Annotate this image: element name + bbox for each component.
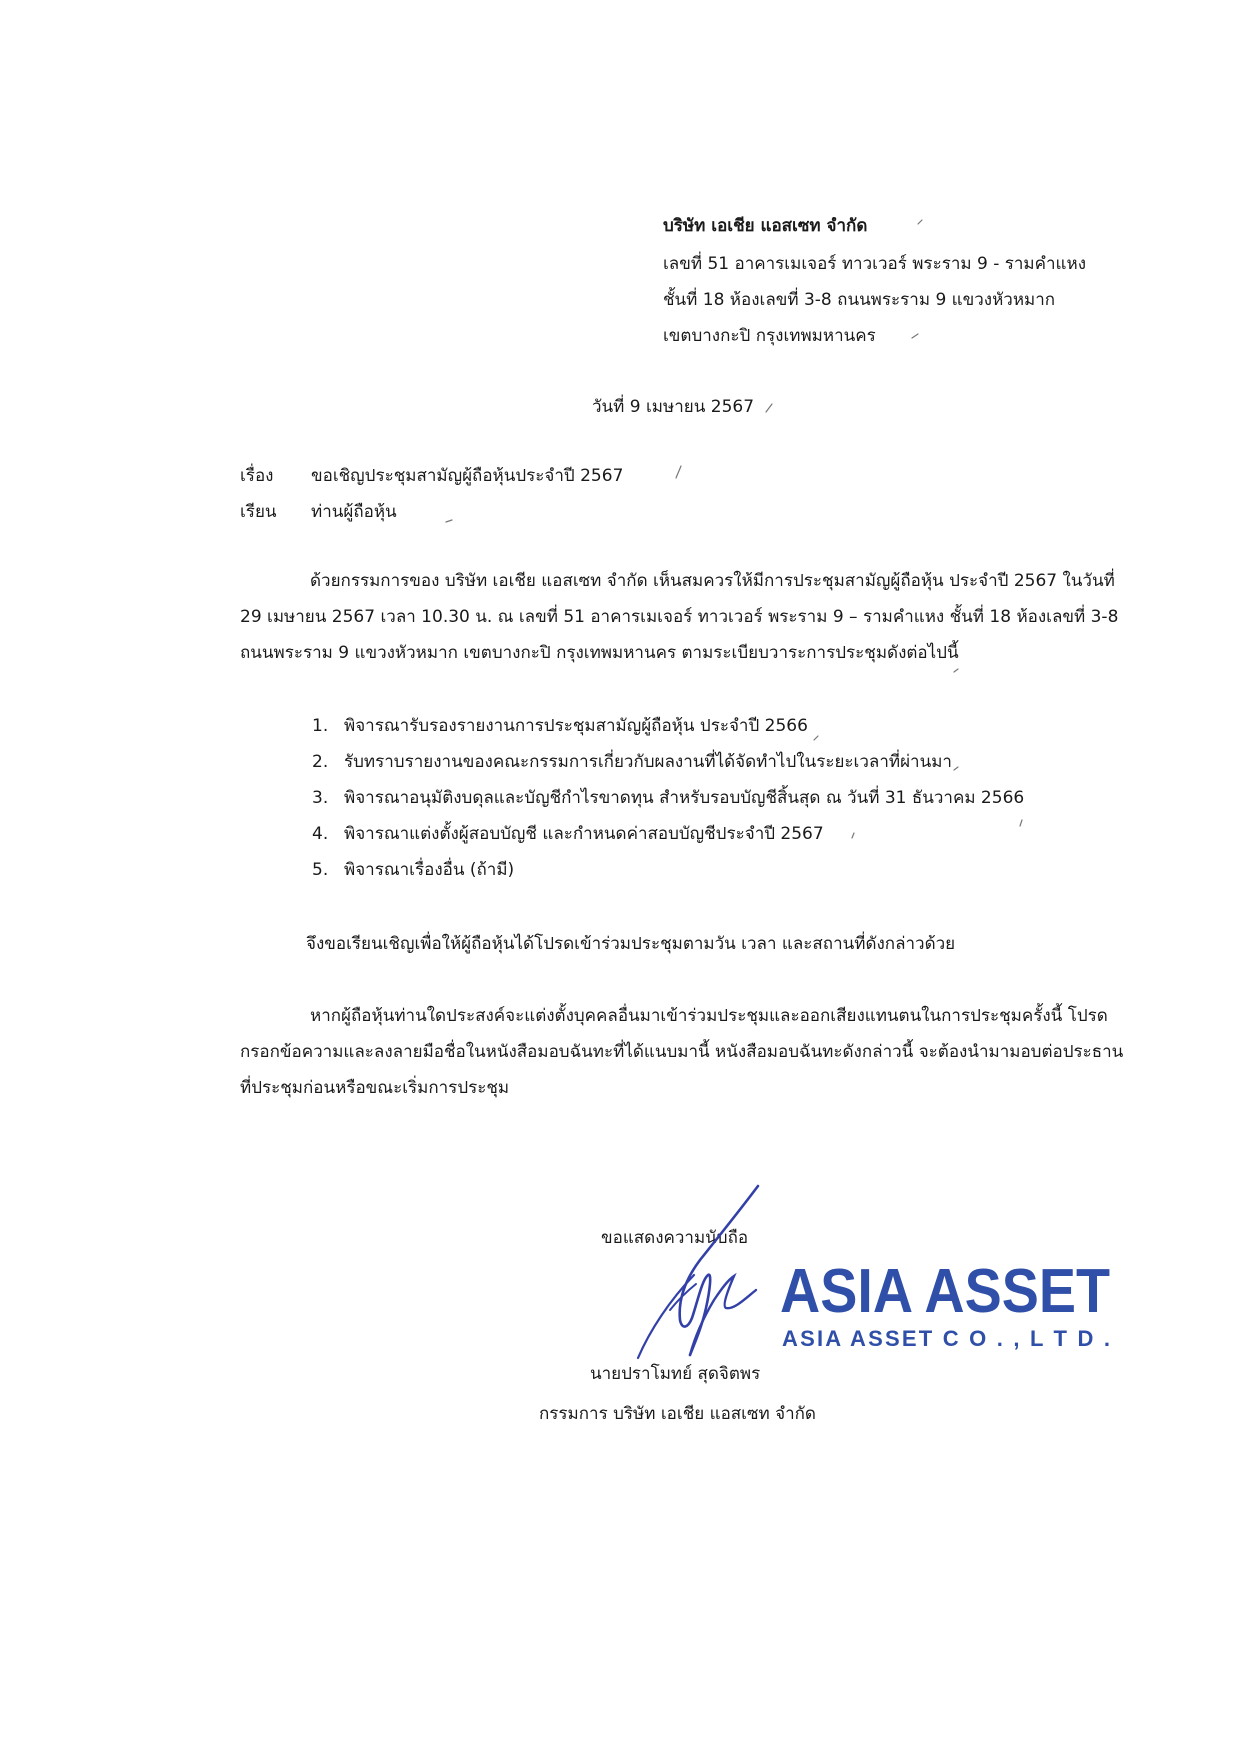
agenda-item [312,820,824,847]
closing-sentence: จึงขอเรียนเชิญเพื่อให้ผู้ถือหุ้นได้โปรดเข้าร่วมประชุมตามวัน เวลา และสถานที่ดังกล่าวด้วย [306,934,956,954]
stamp-sub-text: ASIA ASSET C O . , L T D . [782,1326,1110,1351]
proxy-line-1: หากผู้ถือหุ้นท่านใดประสงค์จะแต่งตั้งบุคคลอื่นมาเข้าร่วมประชุมและออกเสียงแทนตนในการประชุมครั้งนี้ โปรด [310,1006,1108,1026]
proxy-line-3: ที่ประชุมก่อนหรือขณะเริ่มการประชุม [240,1078,510,1098]
company-name: บริษัท เอเชีย แอสเซท จำกัด [663,216,868,236]
intro-line-3: ถนนพระราม 9 แขวงหัวหมาก เขตบางกะปิ กรุงเทพมหานคร ตามระเบียบวาระการประชุมดังต่อไปนี้ [240,643,959,663]
agenda-text: พิจารณารับรองรายงานการประชุมสามัญผู้ถือหุ้น ประจำปี 2566 [344,716,808,736]
subject-value: ขอเชิญประชุมสามัญผู้ถือหุ้นประจำปี 2567 [311,466,624,486]
agenda-number: 3. [312,788,329,808]
agenda-text: พิจารณาเรื่องอื่น (ถ้ามี) [344,860,515,880]
proxy-line-2: กรอกข้อความและลงลายมือชื่อในหนังสือมอบฉันทะที่ได้แนบมานี้ หนังสือมอบฉันทะดังกล่าวนี้ จะต้องนำมามอบต่อประธาน [240,1042,1124,1062]
letter-date: วันที่ 9 เมษายน 2567 [592,397,755,417]
signatory-title: กรรมการ บริษัท เอเชีย แอสเซท จำกัด [539,1404,816,1424]
address-line-3: เขตบางกะปิ กรุงเทพมหานคร [663,326,876,346]
recipient-label: เรียน [240,502,277,522]
agenda-item [312,712,808,739]
address-line-1: เลขที่ 51 อาคารเมเจอร์ ทาวเวอร์ พระราม 9 - รามคำแหง [663,254,1087,274]
agenda-item [312,856,514,883]
intro-paragraph [240,563,1119,671]
proxy-paragraph [240,998,1124,1106]
address-line-2: ชั้นที่ 18 ห้องเลขที่ 3-8 ถนนพระราม 9 แขวงหัวหมาก [663,290,1056,310]
agenda-item [312,748,952,775]
agenda-text: พิจารณาแต่งตั้งผู้สอบบัญชี และกำหนดค่าสอบบัญชีประจำปี 2567 [344,824,824,844]
agenda-number: 2. [312,752,329,772]
stamp-main-text: ASIA ASSET [780,1257,1111,1326]
company-stamp-logo [780,1250,1120,1360]
agenda-number: 5. [312,860,329,880]
intro-line-2: 29 เมษายน 2567 เวลา 10.30 น. ณ เลขที่ 51 อาคารเมเจอร์ ทาวเวอร์ พระราม 9 – รามคำแหง ชั้นที่ 18 ห้องเลขที่ 3-8 [240,607,1119,627]
agenda-number: 1. [312,716,329,736]
recipient-value: ท่านผู้ถือหุ้น [311,502,397,522]
closing-regards: ขอแสดงความนับถือ [601,1228,749,1248]
intro-line-1: ด้วยกรรมการของ บริษัท เอเชีย แอสเซท จำกัด เห็นสมควรให้มีการประชุมสามัญผู้ถือหุ้น ประจำปี 2567 ในวันที่ [310,571,1115,591]
agenda-text: รับทราบรายงานของคณะกรรมการเกี่ยวกับผลงานที่ได้จัดทำไปในระยะเวลาที่ผ่านมา [344,752,952,772]
subject-label: เรื่อง [240,466,274,486]
agenda-number: 4. [312,824,329,844]
signatory-name: นายปราโมทย์ สุดจิตพร [590,1364,761,1384]
agenda-item [312,784,1024,811]
handwritten-signature [630,1180,800,1370]
agenda-text: พิจารณาอนุมัติงบดุลและบัญชีกำไรขาดทุน สำหรับรอบบัญชีสิ้นสุด ณ วันที่ 31 ธันวาคม 2566 [344,788,1025,808]
